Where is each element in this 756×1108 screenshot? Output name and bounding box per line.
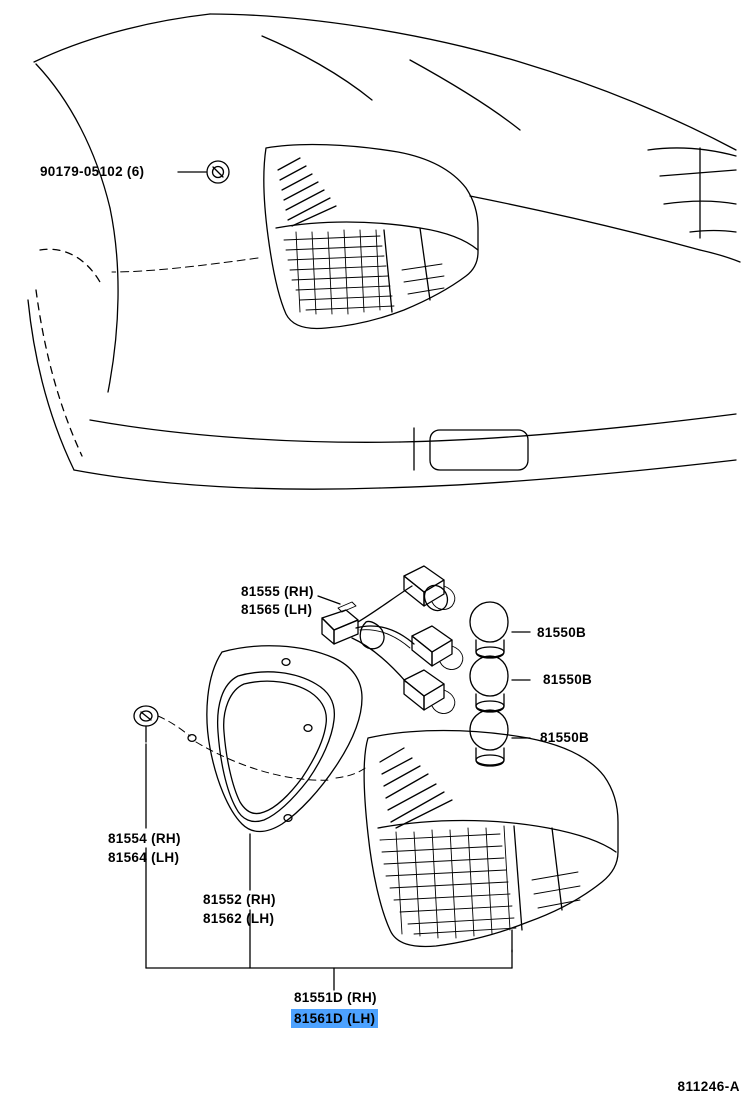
callout-81555-rh: 81555 (RH) <box>241 584 314 599</box>
callout-81551d-rh: 81551D (RH) <box>294 990 377 1005</box>
callout-81550b-1: 81550B <box>537 625 587 640</box>
callout-81561d-lh-highlighted[interactable]: 81561D (LH) <box>291 1009 378 1028</box>
callout-81562-lh: 81562 (LH) <box>203 911 275 926</box>
callout-81564-lh: 81564 (LH) <box>108 850 180 865</box>
callout-81565-lh: 81565 (LH) <box>241 602 313 617</box>
callout-81554-rh: 81554 (RH) <box>108 831 181 846</box>
callout-81550b-2: 81550B <box>543 672 593 687</box>
callout-90179-05102: 90179-05102 (6) <box>40 164 145 179</box>
callout-81552-rh: 81552 (RH) <box>203 892 276 907</box>
figure-code: 811246-A <box>677 1079 740 1094</box>
callout-81550b-3: 81550B <box>540 730 590 745</box>
